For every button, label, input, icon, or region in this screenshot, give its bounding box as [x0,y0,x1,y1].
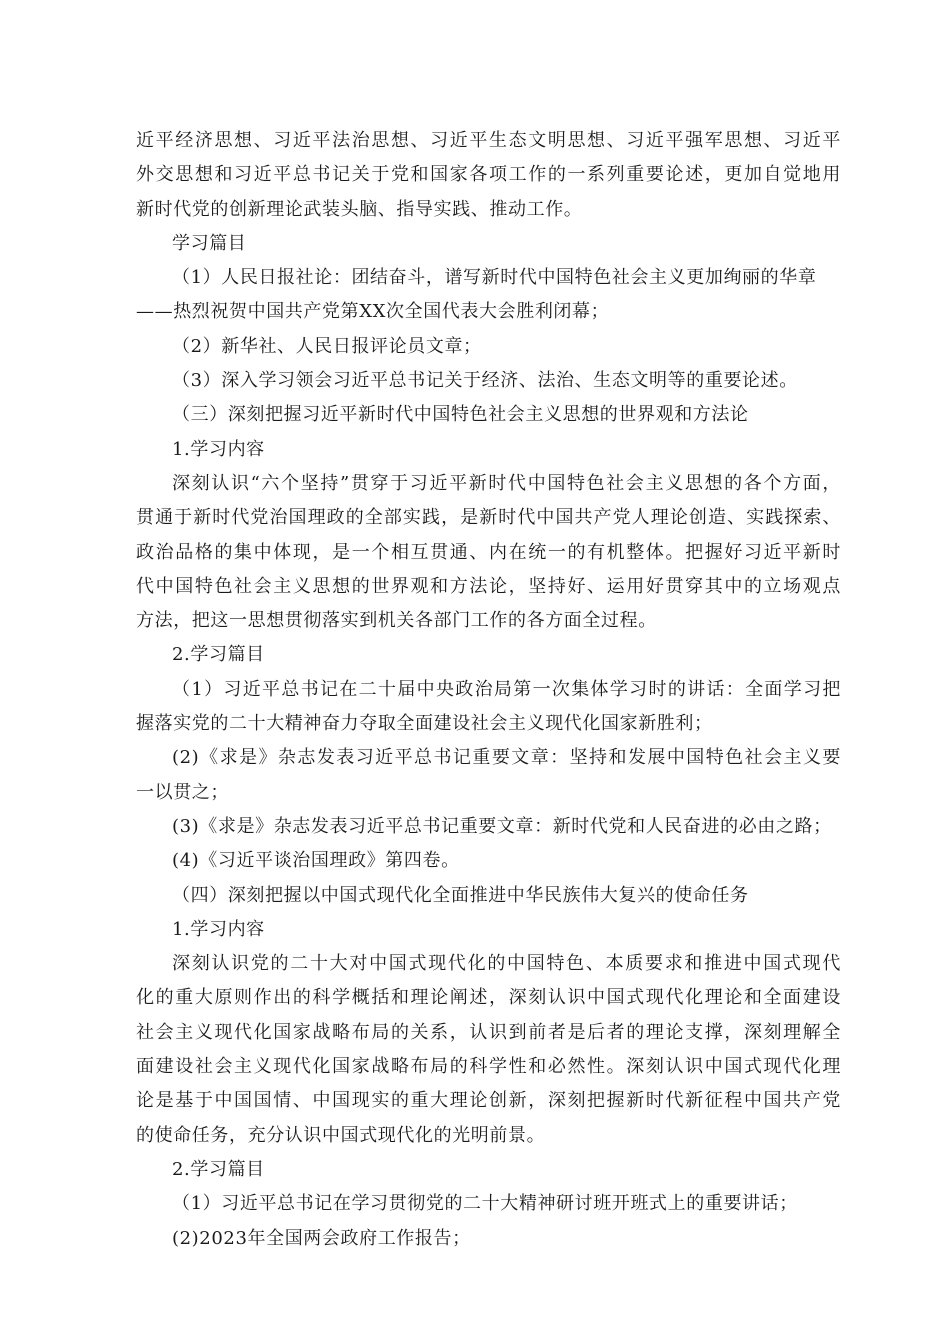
text-line: （三）深刻把握习近平新时代中国特色社会主义思想的世界观和方法论 [172,404,749,426]
text-line: （3）深入学习领会习近平总书记关于经济、法治、生态文明等的重要论述。 [172,370,798,392]
text-line: 论是基于中国国情、中国现实的重大理论创新，深刻把握新时代新征程中国共产党 [136,1090,841,1112]
text-line: （1）习近平总书记在学习贯彻党的二十大精神研讨班开班式上的重要讲话； [172,1193,798,1215]
text-line: （2）新华社、人民日报评论员文章； [172,335,482,357]
text-line: 面建设社会主义现代化国家战略布局的科学性和必然性。深刻认识中国式现代化理 [136,1056,841,1078]
text-line: 1.学习内容 [172,918,265,940]
text-line: 2.学习篇目 [172,1158,265,1180]
text-line: 的使命任务，充分认识中国式现代化的光明前景。 [136,1124,546,1146]
text-line: 外交思想和习近平总书记关于党和国家各项工作的一系列重要论述，更加自觉地用 [136,164,841,186]
text-line: （四）深刻把握以中国式现代化全面推进中华民族伟大复兴的使命任务 [172,884,749,906]
text-line: 深刻认识“六个坚持”贯穿于习近平新时代中国特色社会主义思想的各个方面， [172,472,841,494]
text-line: 贯通于新时代党治国理政的全部实践，是新时代中国共产党人理论创造、实践探索、 [136,507,841,529]
document-body [136,124,841,1256]
text-line: 方法，把这一思想贯彻落实到机关各部门工作的各方面全过程。 [136,610,657,632]
text-line: (2)《求是》杂志发表习近平总书记重要文章：坚持和发展中国特色社会主义要 [172,747,841,769]
text-line: 社会主义现代化国家战略布局的关系，认识到前者是后者的理论支撑，深刻理解全 [136,1021,841,1043]
text-line: 深刻认识党的二十大对中国式现代化的中国特色、本质要求和推进中国式现代 [172,953,841,975]
text-line: 代中国特色社会主义思想的世界观和方法论，坚持好、运用好贯穿其中的立场观点 [136,575,841,597]
text-line: 化的重大原则作出的科学概括和理论阐述，深刻认识中国式现代化理论和全面建设 [136,987,841,1009]
text-line: (2)2023年全国两会政府工作报告； [172,1227,471,1249]
text-line: 2.学习篇目 [172,644,265,666]
text-line: 新时代党的创新理论武装头脑、指导实践、推动工作。 [136,198,583,220]
text-line: 近平经济思想、习近平法治思想、习近平生态文明思想、习近平强军思想、习近平 [136,130,841,151]
text-line: 1.学习内容 [172,438,265,460]
text-line: (4)《习近平谈治国理政》第四卷。 [172,850,460,872]
text-line: 政治品格的集中体现，是一个相互贯通、内在统一的有机整体。把握好习近平新时 [136,541,841,563]
text-line: 握落实党的二十大精神奋力夺取全面建设社会主义现代化国家新胜利； [136,713,713,735]
text-line: （1）习近平总书记在二十届中央政治局第一次集体学习时的讲话：全面学习把 [172,678,841,700]
text-line: ——热烈祝贺中国共产党第XX次全国代表大会胜利闭幕； [136,301,610,323]
text-line: (3)《求是》杂志发表习近平总书记重要文章：新时代党和人民奋进的必由之路； [172,815,832,837]
text-line: （1）人民日报社论：团结奋斗，谱写新时代中国特色社会主义更加绚丽的华章 [172,267,817,289]
text-line: 一以贯之； [136,781,229,803]
text-line: 学习篇目 [172,232,247,254]
